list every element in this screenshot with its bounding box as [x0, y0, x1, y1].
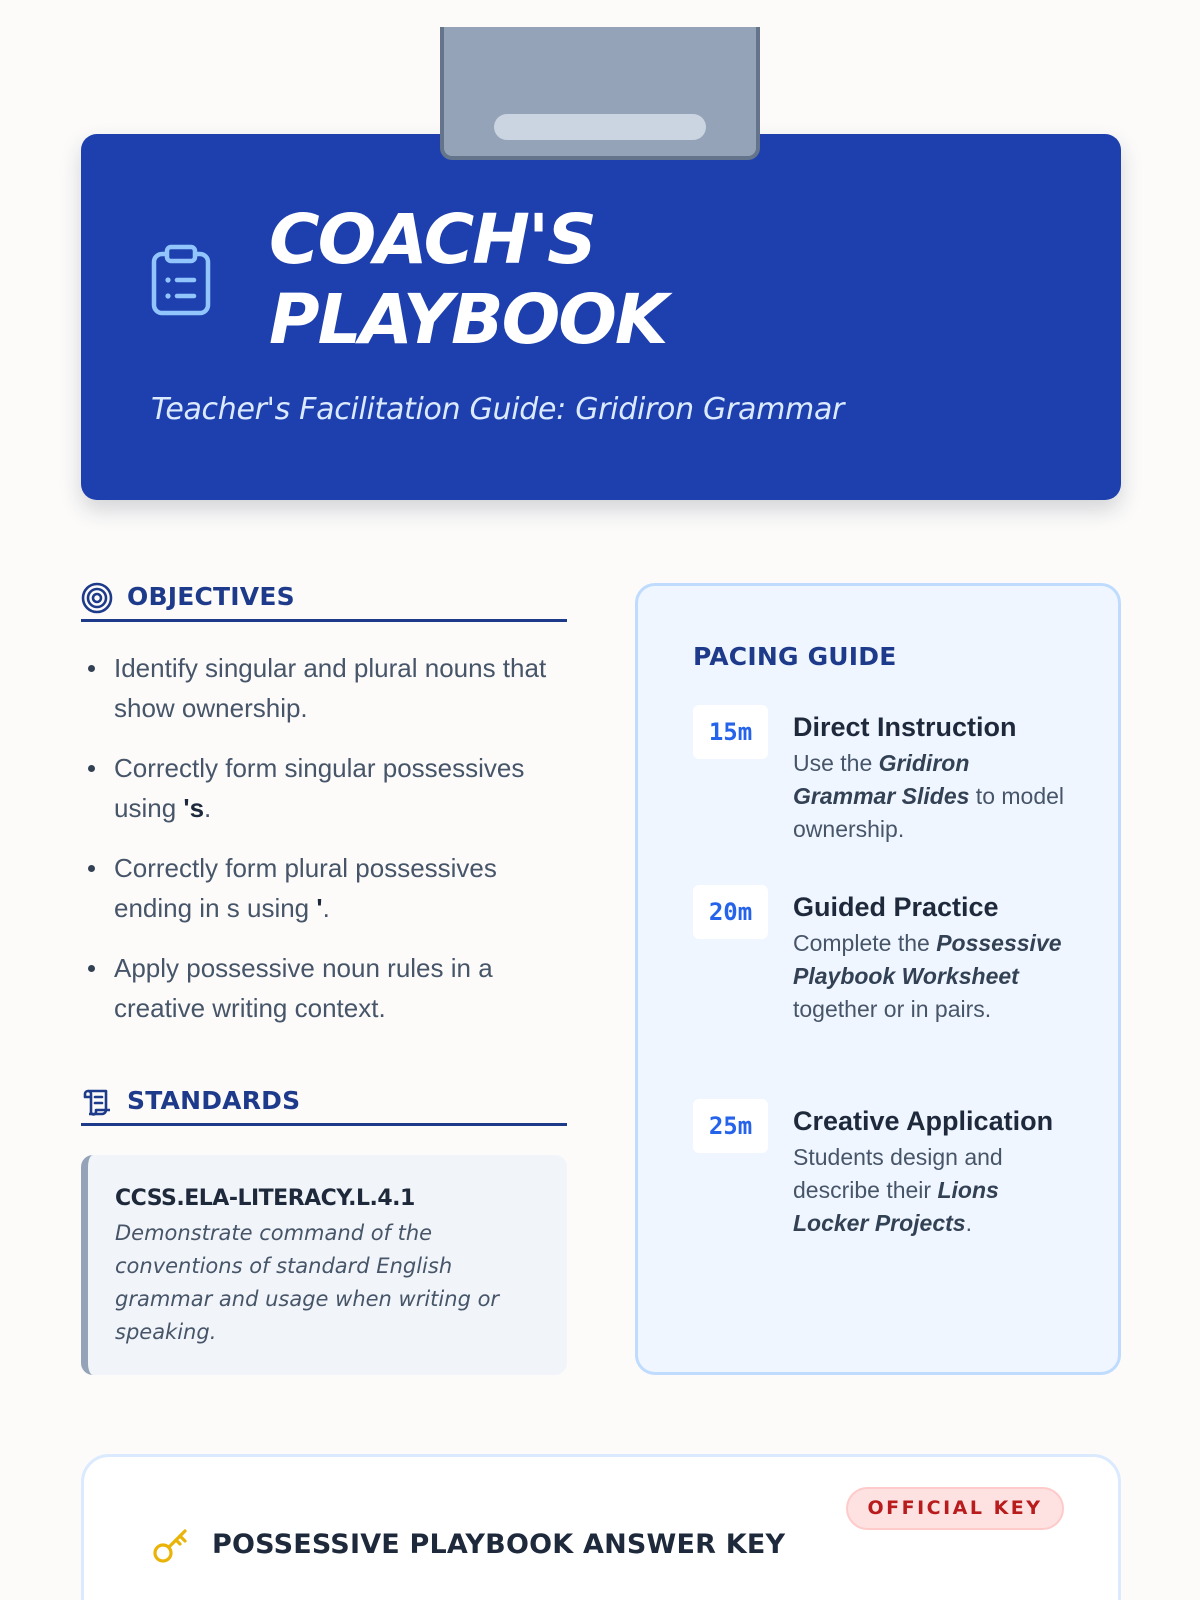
- step-body: [793, 1103, 1068, 1240]
- step-body: [793, 709, 1068, 846]
- step-description: Students design and describe their Lions Locker Projects.: [793, 1144, 1003, 1236]
- step-title: Creative Application: [793, 1106, 1054, 1136]
- list-item: Apply possessive noun rules in a creative writing context.: [81, 948, 571, 1028]
- step-body: [793, 889, 1068, 1026]
- step-description: Use the Gridiron Grammar Slides to model ownership.: [793, 750, 1065, 842]
- step-duration: 20m: [693, 885, 768, 939]
- header-banner: [81, 134, 1121, 500]
- scroll-icon: [81, 1086, 113, 1118]
- title-line-2: PLAYBOOK: [269, 280, 667, 360]
- step-duration: 25m: [693, 1099, 768, 1153]
- official-key-badge: OFFICIAL KEY: [846, 1487, 1064, 1530]
- answer-key-title: POSSESSIVE PLAYBOOK ANSWER KEY: [212, 1529, 786, 1560]
- page-subtitle: Teacher's Facilitation Guide: Gridiron Grammar: [151, 392, 845, 427]
- list-item: Identify singular and plural nouns that show ownership.: [81, 648, 571, 728]
- step-description: Complete the Possessive Playbook Worksheet together or in pairs.: [793, 930, 1062, 1022]
- clipboard-list-icon: [151, 244, 211, 316]
- standard-code: CCSS.ELA-LITERACY.L.4.1: [115, 1186, 415, 1211]
- clip-slot: [494, 114, 706, 140]
- page-title: [269, 200, 666, 360]
- list-item: Correctly form singular possessives using 's.: [81, 748, 571, 828]
- objectives-list: [81, 648, 571, 1048]
- clipboard-clip: [440, 27, 760, 160]
- title-line-1: COACH'S: [269, 200, 595, 280]
- objectives-heading: [81, 580, 567, 622]
- pacing-guide: [635, 583, 1121, 1375]
- standard-card: [81, 1155, 567, 1375]
- list-item: Correctly form plural possessives ending in s using '.: [81, 848, 571, 928]
- objectives-heading-label: OBJECTIVES: [127, 582, 295, 611]
- standards-heading: [81, 1084, 567, 1126]
- pacing-guide-heading: PACING GUIDE: [693, 642, 897, 671]
- target-icon: [81, 582, 113, 614]
- step-title: Guided Practice: [793, 892, 999, 922]
- step-duration: 15m: [693, 705, 768, 759]
- standards-heading-label: STANDARDS: [127, 1086, 301, 1115]
- key-icon: [152, 1525, 192, 1565]
- step-title: Direct Instruction: [793, 712, 1017, 742]
- standard-description: Demonstrate command of the conventions of standard English grammar and usage when writing or speaking.: [115, 1221, 500, 1344]
- answer-key-card: [81, 1454, 1121, 1600]
